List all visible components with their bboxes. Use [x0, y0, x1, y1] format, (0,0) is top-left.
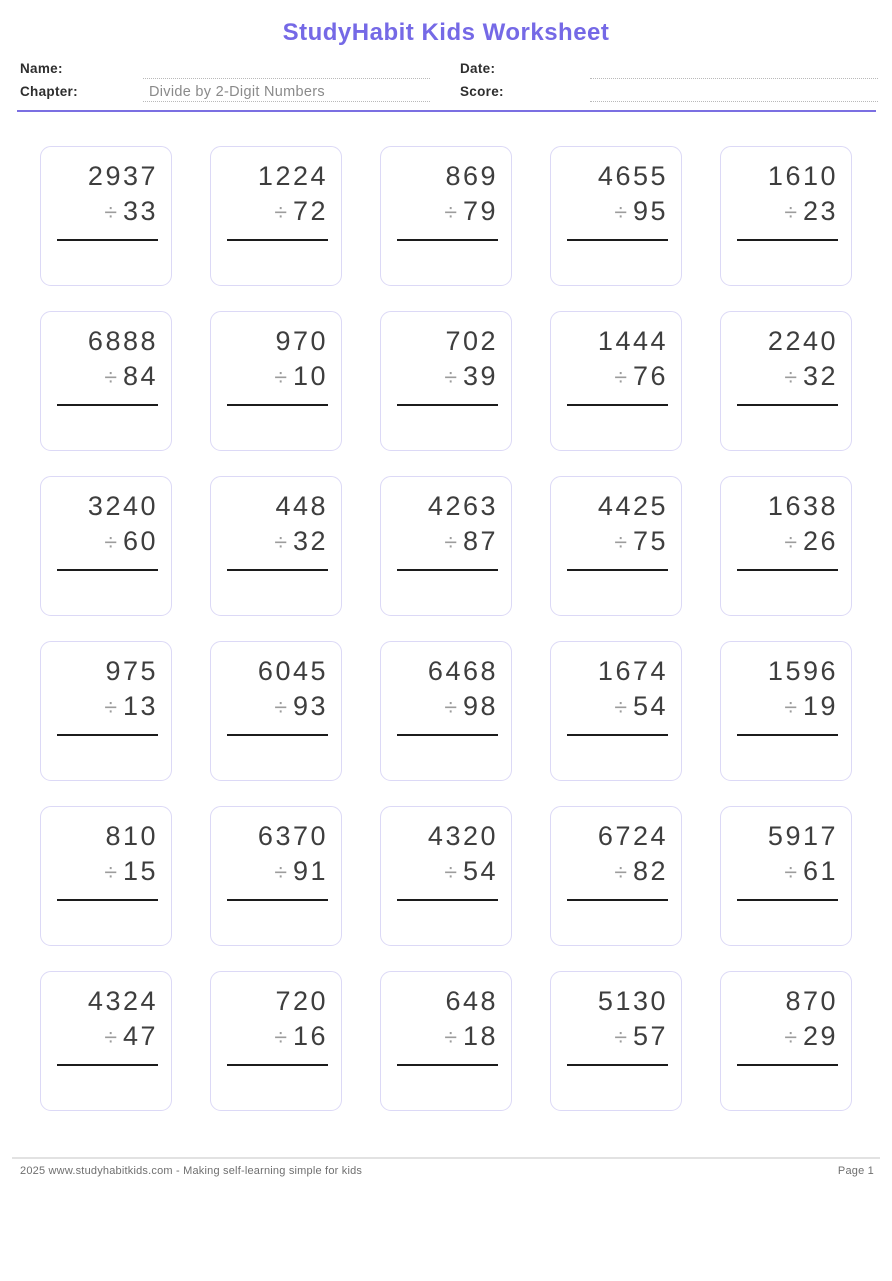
date-label: Date: [460, 61, 496, 76]
divide-sign: ÷ [274, 199, 287, 225]
page-title: StudyHabit Kids Worksheet [282, 19, 610, 46]
dividend: 448 [275, 491, 328, 521]
problem-card [40, 971, 172, 1111]
divisor-row [227, 194, 328, 230]
divisor-row [737, 194, 838, 230]
dividend: 869 [445, 161, 498, 191]
answer-line [227, 569, 328, 571]
problem-card [210, 806, 342, 946]
answer-line [567, 404, 668, 406]
dividend: 1224 [257, 161, 328, 191]
divisor-row [567, 359, 668, 395]
divisor: 61 [802, 856, 838, 886]
divisor-row [567, 854, 668, 890]
divide-sign: ÷ [104, 199, 117, 225]
divisor-row [737, 1019, 838, 1055]
dividend: 4425 [597, 491, 668, 521]
problem-card [720, 806, 852, 946]
divide-sign: ÷ [784, 364, 797, 390]
page-footer [12, 1157, 880, 1177]
answer-line [57, 1064, 158, 1066]
problem-card [210, 311, 342, 451]
divide-sign: ÷ [444, 694, 457, 720]
dividend: 4320 [427, 821, 498, 851]
answer-line [57, 569, 158, 571]
name-field-row [20, 56, 430, 79]
dividend: 5917 [767, 821, 838, 851]
divisor: 95 [632, 196, 668, 226]
answer-line [567, 1064, 668, 1066]
date-field-row [460, 56, 878, 79]
problem-card [40, 806, 172, 946]
dividend: 6468 [427, 656, 498, 686]
divisor: 32 [292, 526, 328, 556]
divisor: 93 [292, 691, 328, 721]
footer-row [12, 1159, 880, 1177]
divisor: 60 [122, 526, 158, 556]
divisor-row [567, 194, 668, 230]
divisor: 39 [462, 361, 498, 391]
answer-line [57, 404, 158, 406]
answer-line [397, 239, 498, 241]
divisor: 79 [462, 196, 498, 226]
divisor-row [227, 689, 328, 725]
divide-sign: ÷ [784, 1024, 797, 1050]
divisor: 26 [802, 526, 838, 556]
divisor-row [397, 854, 498, 890]
chapter-value: Divide by 2-Digit Numbers [143, 84, 430, 102]
divisor-row [567, 689, 668, 725]
divisor: 15 [122, 856, 158, 886]
divisor: 32 [802, 361, 838, 391]
divisor-row [57, 854, 158, 890]
divide-sign: ÷ [614, 364, 627, 390]
divide-sign: ÷ [784, 529, 797, 555]
dividend: 975 [105, 656, 158, 686]
problem-card [210, 641, 342, 781]
footer-credit: 2025 www.studyhabitkids.com - Making self-learning simple for kids [20, 1165, 363, 1177]
divisor: 91 [292, 856, 328, 886]
answer-line [227, 734, 328, 736]
divisor-row [57, 524, 158, 560]
divisor: 16 [292, 1021, 328, 1051]
divisor-row [227, 1019, 328, 1055]
answer-line [737, 404, 838, 406]
answer-line [737, 1064, 838, 1066]
problem-card [40, 641, 172, 781]
answer-line [57, 899, 158, 901]
score-label: Score: [460, 84, 504, 99]
problem-card [720, 476, 852, 616]
problem-card [550, 476, 682, 616]
answer-line [227, 1064, 328, 1066]
divisor-row [397, 359, 498, 395]
divide-sign: ÷ [104, 1024, 117, 1050]
header-fields [20, 56, 878, 102]
dividend: 970 [275, 326, 328, 356]
answer-line [737, 734, 838, 736]
divisor: 47 [122, 1021, 158, 1051]
divide-sign: ÷ [784, 694, 797, 720]
divide-sign: ÷ [444, 199, 457, 225]
problem-card [550, 146, 682, 286]
divisor-row [227, 854, 328, 890]
chapter-field-row [20, 79, 430, 102]
answer-line [227, 404, 328, 406]
divisor-row [227, 524, 328, 560]
problem-card [550, 971, 682, 1111]
divide-sign: ÷ [104, 529, 117, 555]
divisor-row [397, 689, 498, 725]
problem-card [550, 641, 682, 781]
divide-sign: ÷ [614, 859, 627, 885]
divisor-row [737, 359, 838, 395]
problems-grid [40, 146, 852, 1111]
dividend: 6370 [257, 821, 328, 851]
divisor-row [57, 359, 158, 395]
divide-sign: ÷ [274, 1024, 287, 1050]
answer-line [397, 734, 498, 736]
divide-sign: ÷ [614, 694, 627, 720]
dividend: 3240 [87, 491, 158, 521]
answer-line [397, 1064, 498, 1066]
divisor-row [567, 1019, 668, 1055]
divide-sign: ÷ [444, 529, 457, 555]
dividend: 6045 [257, 656, 328, 686]
dividend: 1610 [767, 161, 838, 191]
problem-card [720, 641, 852, 781]
divisor-row [57, 1019, 158, 1055]
divisor: 19 [802, 691, 838, 721]
dividend: 4655 [597, 161, 668, 191]
divide-sign: ÷ [614, 199, 627, 225]
problem-card [210, 971, 342, 1111]
score-field-row [460, 79, 878, 102]
dividend: 1444 [597, 326, 668, 356]
dividend: 870 [785, 986, 838, 1016]
problem-card [720, 311, 852, 451]
problem-card [720, 971, 852, 1111]
divisor: 13 [122, 691, 158, 721]
score-fill-line [590, 100, 878, 102]
answer-line [737, 569, 838, 571]
problem-card [380, 806, 512, 946]
divisor: 87 [462, 526, 498, 556]
dividend: 1638 [767, 491, 838, 521]
dividend: 4324 [87, 986, 158, 1016]
problem-card [550, 806, 682, 946]
answer-line [567, 569, 668, 571]
dividend: 4263 [427, 491, 498, 521]
answer-line [227, 239, 328, 241]
problem-card [40, 311, 172, 451]
problem-card [380, 146, 512, 286]
answer-line [57, 734, 158, 736]
divisor: 98 [462, 691, 498, 721]
divisor: 84 [122, 361, 158, 391]
divisor-row [397, 194, 498, 230]
divisor-row [737, 854, 838, 890]
divisor: 75 [632, 526, 668, 556]
answer-line [397, 899, 498, 901]
divisor: 54 [462, 856, 498, 886]
divide-sign: ÷ [104, 859, 117, 885]
divide-sign: ÷ [274, 694, 287, 720]
dividend: 720 [275, 986, 328, 1016]
divisor-row [57, 194, 158, 230]
answer-line [737, 239, 838, 241]
problem-card [380, 311, 512, 451]
divisor: 72 [292, 196, 328, 226]
divide-sign: ÷ [614, 529, 627, 555]
dividend: 1674 [597, 656, 668, 686]
dividend: 810 [105, 821, 158, 851]
answer-line [567, 734, 668, 736]
answer-line [567, 899, 668, 901]
divisor-row [737, 689, 838, 725]
divide-sign: ÷ [444, 859, 457, 885]
divisor-row [567, 524, 668, 560]
answer-line [567, 239, 668, 241]
dividend: 702 [445, 326, 498, 356]
divisor: 18 [462, 1021, 498, 1051]
answer-line [397, 404, 498, 406]
divide-sign: ÷ [784, 199, 797, 225]
header-right-column [460, 56, 878, 102]
divide-sign: ÷ [104, 694, 117, 720]
divisor: 57 [632, 1021, 668, 1051]
divisor: 29 [802, 1021, 838, 1051]
divisor: 82 [632, 856, 668, 886]
footer-page-number: Page 1 [837, 1165, 874, 1177]
divide-sign: ÷ [274, 364, 287, 390]
chapter-label: Chapter: [20, 84, 78, 99]
dividend: 2240 [767, 326, 838, 356]
divisor: 54 [632, 691, 668, 721]
answer-line [57, 239, 158, 241]
dividend: 1596 [767, 656, 838, 686]
name-label: Name: [20, 61, 63, 76]
problem-card [720, 146, 852, 286]
dividend: 5130 [597, 986, 668, 1016]
header-divider [17, 110, 876, 112]
dividend: 6888 [87, 326, 158, 356]
header-left-column [20, 56, 430, 102]
answer-line [397, 569, 498, 571]
divisor-row [397, 1019, 498, 1055]
answer-line [737, 899, 838, 901]
divisor: 23 [802, 196, 838, 226]
problem-card [380, 476, 512, 616]
divide-sign: ÷ [104, 364, 117, 390]
dividend: 648 [445, 986, 498, 1016]
worksheet-page [0, 19, 892, 1281]
dividend: 2937 [87, 161, 158, 191]
problem-card [210, 146, 342, 286]
problem-card [40, 146, 172, 286]
divisor: 33 [122, 196, 158, 226]
divide-sign: ÷ [444, 1024, 457, 1050]
divide-sign: ÷ [444, 364, 457, 390]
divisor-row [737, 524, 838, 560]
divide-sign: ÷ [614, 1024, 627, 1050]
problem-card [380, 971, 512, 1111]
divide-sign: ÷ [274, 859, 287, 885]
divisor-row [227, 359, 328, 395]
divisor-row [397, 524, 498, 560]
divisor-row [57, 689, 158, 725]
divide-sign: ÷ [274, 529, 287, 555]
divisor: 76 [632, 361, 668, 391]
divisor: 10 [292, 361, 328, 391]
answer-line [227, 899, 328, 901]
problem-card [40, 476, 172, 616]
problem-card [210, 476, 342, 616]
dividend: 6724 [597, 821, 668, 851]
problem-card [550, 311, 682, 451]
divide-sign: ÷ [784, 859, 797, 885]
problem-card [380, 641, 512, 781]
